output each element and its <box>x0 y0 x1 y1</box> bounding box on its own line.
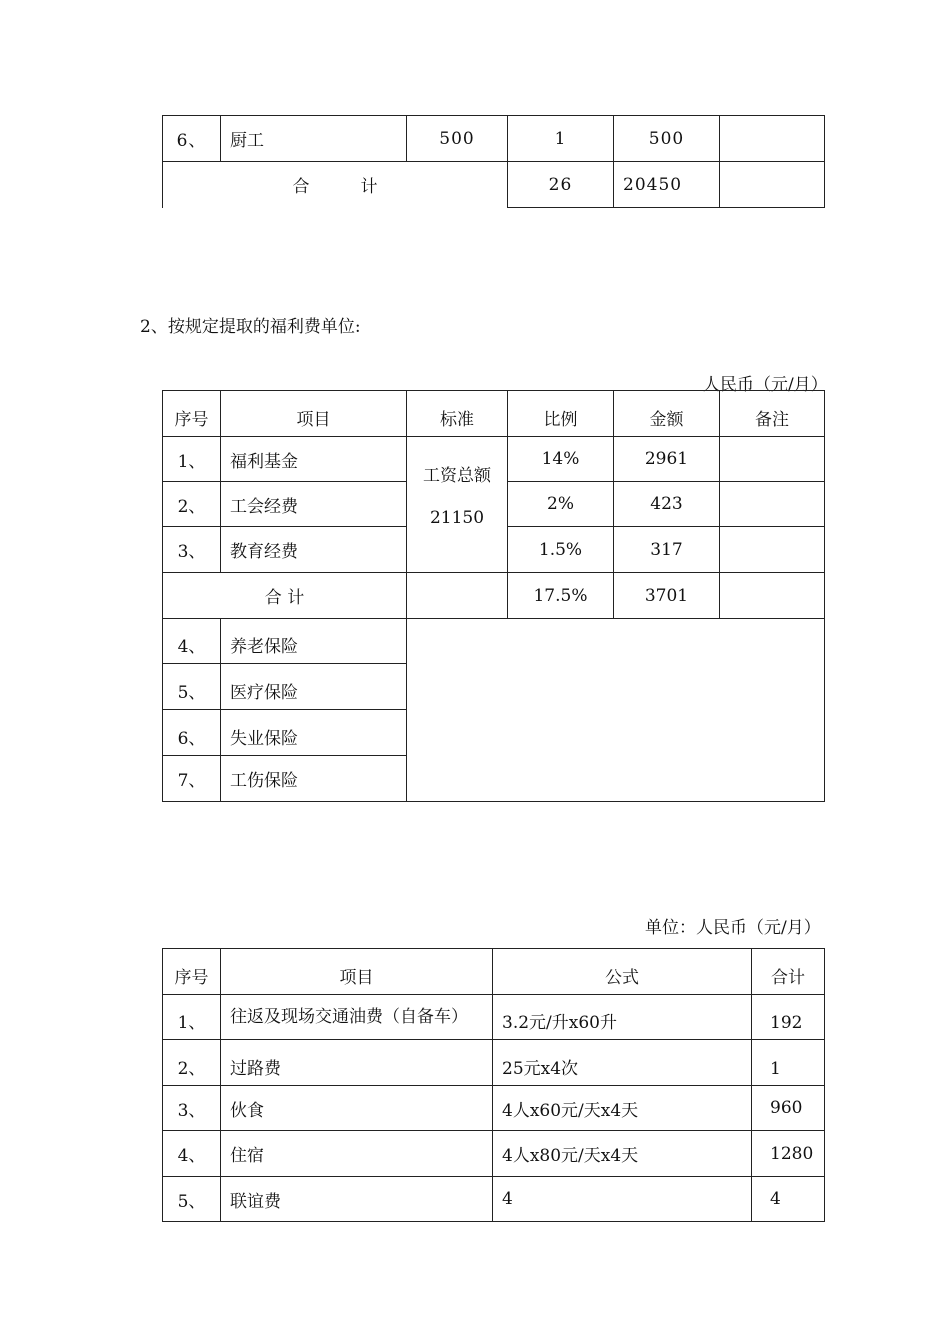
table-row <box>163 116 825 162</box>
row-item: 伙食 <box>221 1086 493 1131</box>
row-item: 往返及现场交通油费（自备车） <box>221 995 493 1040</box>
row-amount: 317 <box>614 527 720 573</box>
standard-cell <box>407 437 508 573</box>
row-count: 1 <box>508 116 614 162</box>
row-formula: 4人x60元/天x4天 <box>493 1086 752 1131</box>
row-amount: 2961 <box>614 437 720 482</box>
row-item: 过路费 <box>221 1040 493 1086</box>
standard-line-2: 21150 <box>429 508 485 528</box>
header-note: 备注 <box>720 391 825 437</box>
welfare-table <box>162 390 825 802</box>
total-amount: 3701 <box>614 573 720 619</box>
header-ratio: 比例 <box>508 391 614 437</box>
row-no: 2、 <box>163 482 221 527</box>
row-no: 4、 <box>163 619 221 664</box>
total-row <box>163 573 825 619</box>
row-standard: 500 <box>407 116 508 162</box>
row-note <box>720 116 825 162</box>
row-no: 3、 <box>163 527 221 573</box>
header-row <box>163 391 825 437</box>
table-row <box>163 619 825 664</box>
header-standard: 标准 <box>407 391 508 437</box>
row-item: 住宿 <box>221 1131 493 1177</box>
row-amount: 500 <box>614 116 720 162</box>
total-label: 合 计 <box>163 162 508 208</box>
row-item: 厨工 <box>221 116 407 162</box>
total-ratio: 17.5% <box>508 573 614 619</box>
row-item: 养老保险 <box>221 619 407 664</box>
unit-label-expenses: 单位：人民币（元/月） <box>645 918 821 938</box>
row-item: 联谊费 <box>221 1177 493 1222</box>
row-formula: 4人x80元/天x4天 <box>493 1131 752 1177</box>
row-formula: 3.2元/升x60升 <box>493 995 752 1040</box>
row-total: 960 <box>752 1086 825 1131</box>
labor-table-continuation <box>162 115 825 208</box>
row-note <box>720 437 825 482</box>
row-ratio: 1.5% <box>508 527 614 573</box>
total-label: 合 计 <box>163 573 407 619</box>
total-amount: 20450 <box>614 162 720 208</box>
insurance-blank-area <box>407 619 825 802</box>
row-no: 6、 <box>163 710 221 756</box>
table-row <box>163 1086 825 1131</box>
header-amount: 金额 <box>614 391 720 437</box>
row-no: 1、 <box>163 437 221 482</box>
standard-line-1: 工资总额 <box>423 466 491 486</box>
row-item: 工伤保险 <box>221 756 407 802</box>
table-row <box>163 1040 825 1086</box>
row-note <box>720 482 825 527</box>
row-item: 失业保险 <box>221 710 407 756</box>
table-row <box>163 1131 825 1177</box>
row-item: 工会经费 <box>221 482 407 527</box>
row-formula: 4 <box>493 1177 752 1222</box>
header-total: 合计 <box>752 949 825 995</box>
header-row <box>163 949 825 995</box>
row-amount: 423 <box>614 482 720 527</box>
total-note <box>720 573 825 619</box>
row-formula: 25元x4次 <box>493 1040 752 1086</box>
total-standard <box>407 573 508 619</box>
row-total: 192 <box>752 995 825 1040</box>
row-total: 4 <box>752 1177 825 1222</box>
row-note <box>720 527 825 573</box>
row-no: 4、 <box>163 1131 221 1177</box>
row-item: 医疗保险 <box>221 664 407 710</box>
header-no: 序号 <box>163 949 221 995</box>
row-item: 福利基金 <box>221 437 407 482</box>
table-row <box>163 437 825 482</box>
section-title: 2、按规定提取的福利费单位: <box>140 317 361 337</box>
total-row <box>163 162 825 208</box>
row-no: 5、 <box>163 664 221 710</box>
row-ratio: 2% <box>508 482 614 527</box>
row-item: 教育经费 <box>221 527 407 573</box>
table-row <box>163 995 825 1040</box>
expense-table <box>162 948 825 1222</box>
total-count: 26 <box>508 162 614 208</box>
header-formula: 公式 <box>493 949 752 995</box>
row-no: 7、 <box>163 756 221 802</box>
row-no: 2、 <box>163 1040 221 1086</box>
row-no: 3、 <box>163 1086 221 1131</box>
table-row <box>163 1177 825 1222</box>
header-item: 项目 <box>221 949 493 995</box>
header-item: 项目 <box>221 391 407 437</box>
total-note <box>720 162 825 208</box>
row-ratio: 14% <box>508 437 614 482</box>
unit-label-welfare: 人民币（元/月） <box>703 375 828 395</box>
header-no: 序号 <box>163 391 221 437</box>
row-no: 1、 <box>163 995 221 1040</box>
row-total: 1 <box>752 1040 825 1086</box>
row-no: 6、 <box>163 116 221 162</box>
row-total: 1280 <box>752 1131 825 1177</box>
row-no: 5、 <box>163 1177 221 1222</box>
